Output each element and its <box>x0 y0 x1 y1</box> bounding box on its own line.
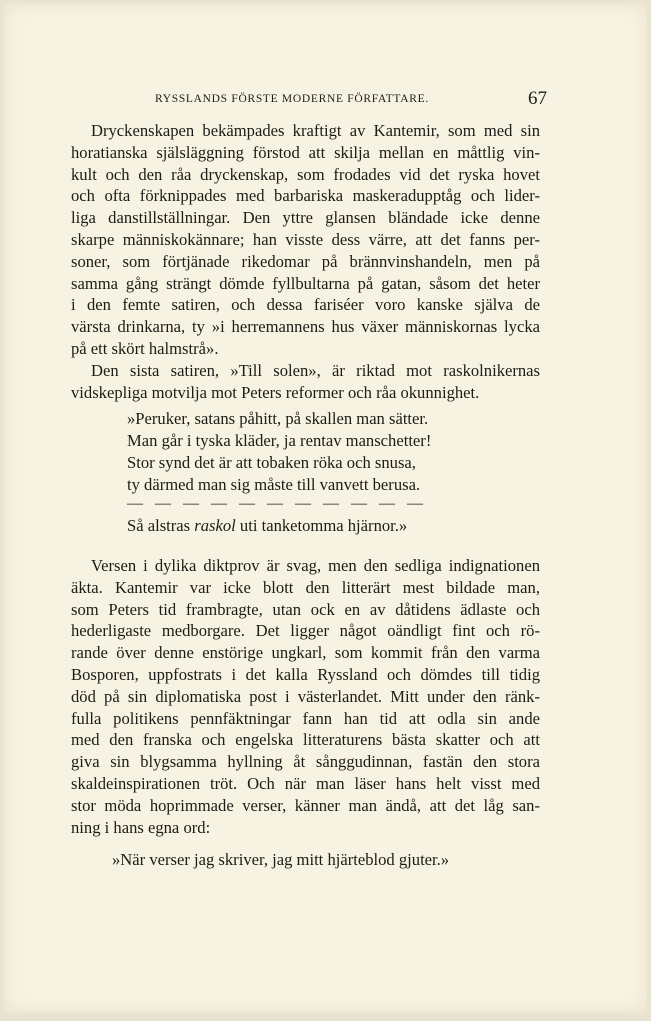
verse-line: Man går i tyska kläder, ja rentav manschetter! <box>127 431 432 450</box>
closing-verse-before: Så alstras <box>127 516 195 535</box>
text-line: Bosporen, uppfostrats i det kalla Ryssland och dömdes till tidig <box>71 664 540 684</box>
verse-quote <box>127 408 527 496</box>
final-quote: »När verser jag skriver, jag mitt hjärteblod gjuter.» <box>112 850 450 869</box>
closing-verse-italic: raskol <box>194 516 236 535</box>
page-header <box>155 88 547 113</box>
closing-verse-after: uti tanketomma hjärnor.» <box>235 516 408 535</box>
text-line: i den femte satiren, och dessa fariséer voro kanske själva de <box>71 295 540 315</box>
text-line: Versen i dylika diktprov är svag, men den sedliga indignationen <box>91 556 540 575</box>
text-line: giva sin blygsamma hyllning åt sånggudinnan, fastän den stora <box>71 752 540 772</box>
text-line: skaldeinspirationen tröt. Och när man läser hans helt visst med <box>71 773 540 793</box>
text-line: ning i hans egna ord: <box>71 817 211 837</box>
book-page <box>4 3 647 1013</box>
text-line: och ofta förknippades med barbariska maskeradupptåg och lider- <box>71 186 540 206</box>
text-line: död på sin diplomatiska post i västerlandet. Mitt under den ränk- <box>71 686 540 706</box>
text-line: stor möda hoprimmade verser, känner man ändå, att det låg san- <box>71 795 540 815</box>
text-line: som Peters tid frambragte, utan ock en av dåtidens ädlaste och <box>71 599 540 619</box>
text-line: rande över denne enstörige ungkarl, som kommit från den varma <box>71 643 540 663</box>
text-line: samma gång strängt dömde fyllbultarna på gatan, såsom det heter <box>71 273 540 293</box>
closing-verse-line <box>127 516 407 536</box>
verse-line: Stor synd det är att tobaken röka och snusa, <box>127 453 416 472</box>
verse-line: ty därmed man sig måste till vanvett berusa. <box>127 475 421 494</box>
running-head: RYSSLANDS FÖRSTE MODERNE FÖRFATTARE. <box>155 93 429 105</box>
text-line: horatianska själsläggning förstod att skilja mellan en måttlig vin- <box>71 142 540 162</box>
page-number: 67 <box>528 88 547 109</box>
text-line: Dryckenskapen bekämpades kraftigt av Kantemir, som med sin <box>91 121 540 140</box>
text-line: soner, som förtjänade rikedomar på brännvinshandeln, men på <box>71 251 540 271</box>
paragraph-1 <box>71 120 540 360</box>
verse-line: »Peruker, satans påhitt, på skallen man sätter. <box>127 409 429 428</box>
text-line: skarpe människokännare; han visste dess värre, att det fanns per- <box>71 229 540 249</box>
body-text-lower <box>71 555 540 838</box>
text-line: med den franska och engelska litteraturens bästa skatter och att <box>71 730 540 750</box>
paragraph-3 <box>71 555 540 838</box>
paragraph-2 <box>71 360 540 404</box>
text-line: Den sista satiren, »Till solen», är riktad mot raskolnikernas <box>91 360 540 380</box>
body-text-upper <box>71 120 540 403</box>
text-line: liga danstillställningar. Den yttre glansen bländade icke denne <box>71 208 540 228</box>
text-line: på ett skört halmstrå». <box>71 338 219 358</box>
text-line: kult och den råa dryckenskap, som frodades vid det ryska hovet <box>71 164 540 184</box>
text-line: äkta. Kantemir var icke blott den litterärt mest bildade man, <box>71 577 540 597</box>
text-line: vidskepliga motvilja mot Peters reformer och råa okunnighet. <box>71 382 480 402</box>
text-line: fulla politikens pennfäktningar fann han tid att odla sin ande <box>71 708 540 728</box>
text-line: hederligaste medborgare. Det ligger något oändligt fint och rö- <box>71 621 540 641</box>
text-line: värsta drinkarna, ty »i herremannens hus växer människornas lycka <box>71 317 540 337</box>
verse-omission-dashes: — — — — — — — — — — — <box>127 495 427 512</box>
